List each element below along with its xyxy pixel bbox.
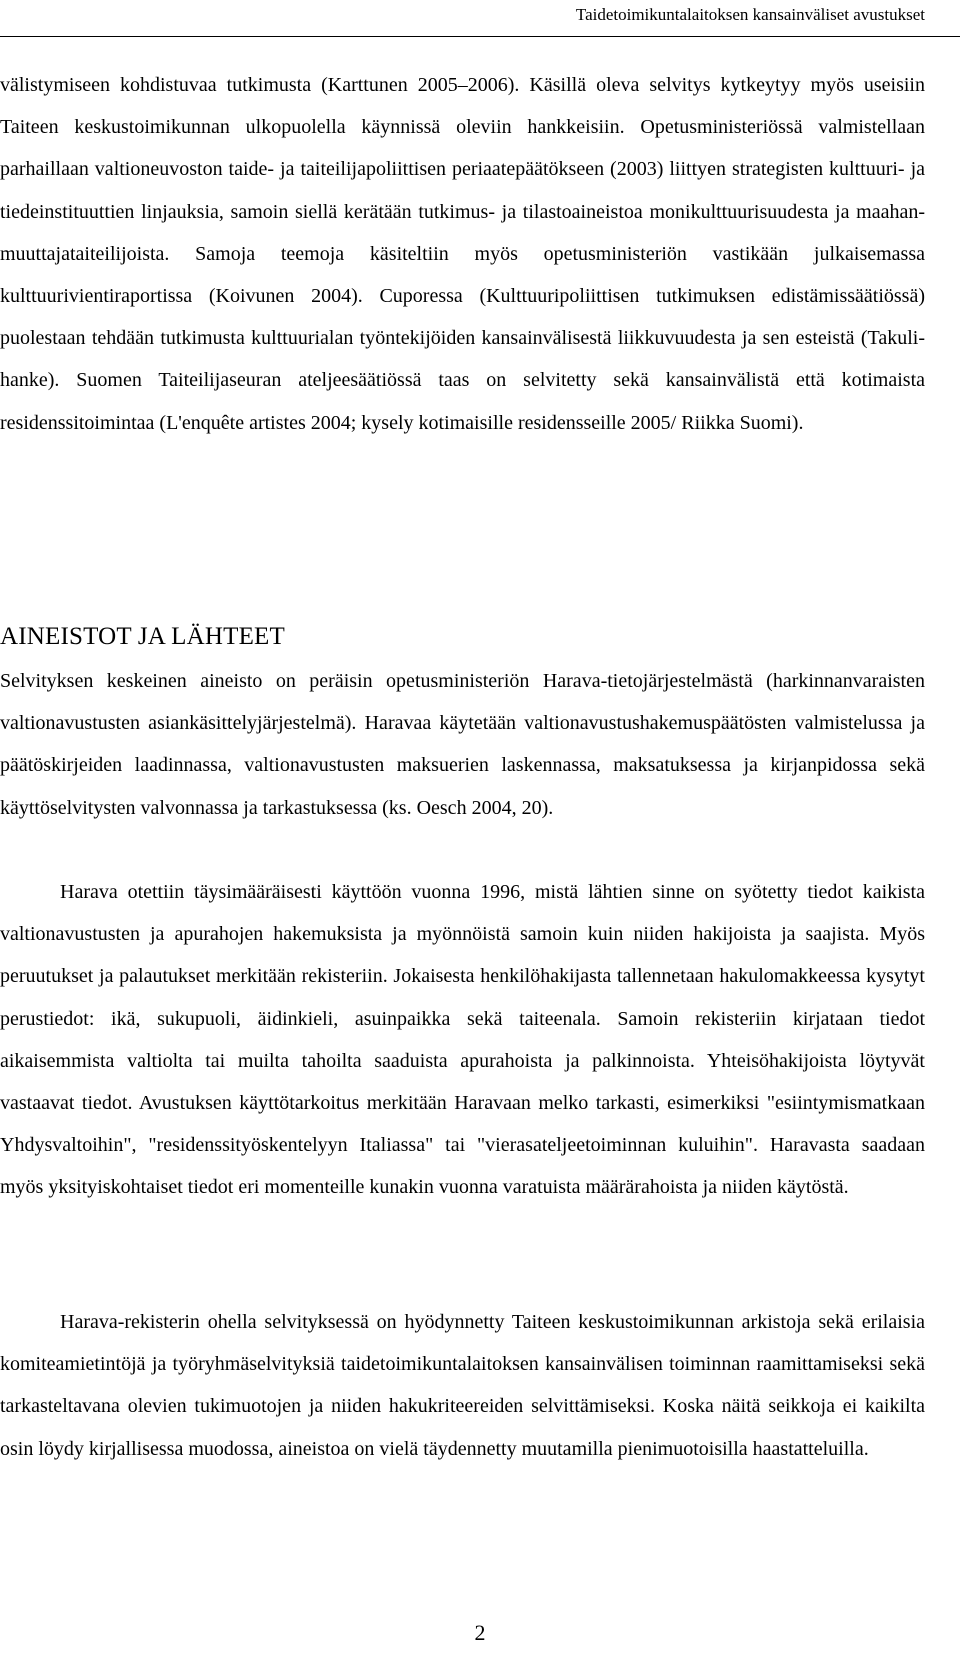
body-paragraph: Selvityksen keskeinen aineisto on peräisin opetusministeriön Harava-tietojärjestelmästä (harkinnanvaraisten valtionavustusten asiankäsittelyjärjestelmä). Haravaa käytetään valtionavustushakemuspäätösten valmistelussa ja päätöskirjeiden laadinnassa, valtionavustusten maksuerien laskennassa, maksatuksessa ja kirjanpidossa sekä käyttöselvitysten valvonnassa ja tarkastuksessa (ks. Oesch 2004, 20). bbox=[0, 670, 925, 819]
page-number: 2 bbox=[474, 1620, 486, 1645]
body-paragraph: välistymiseen kohdistuvaa tutkimusta (Karttunen 2005–2006). Käsillä oleva selvitys kytkeytyy myös useisiin Taiteen keskustoimikunnan ulkopuolella käynnissä oleviin hankkeisiin. Opetusministeriössä valmistellaan parhaillaan valtioneuvoston taide- ja taiteilijapoliittisen periaatepäätökseen (2003) liittyen strategisten kulttuuri- ja tiedeinstituuttien linjauksia, samoin siellä kerätään tutkimus- ja tilastoaineistoa monikulttuurisuudesta ja maahanmuuttajataiteilijoista. Samoja teemoja käsiteltiin myös opetusministeriön vastikään julkaisemassa kulttuurivientiraportissa (Koivunen 2004). Cuporessa (Kulttuuripoliittisen tutkimuksen edistämissäätiössä) puolestaan tehdään tutkimusta kulttuurialan työntekijöiden kansainvälisestä liikkuvuudesta ja sen esteistä (Takuli-hanke). Suomen Taiteilijaseuran ateljeesäätiössä taas on selvitetty sekä kansainvälistä että kotimaista residenssitoimintaa (L'enquête artistes 2004; kysely kotimaisille residensseille 2005/ Riikka Suomi). bbox=[0, 74, 925, 434]
header-divider bbox=[0, 36, 960, 37]
body-paragraph: Harava otettiin täysimääräisesti käyttöön vuonna 1996, mistä lähtien sinne on syötetty tiedot kaikista valtionavustusten ja apurahojen hakemuksista ja myönnöistä samoin kuin niiden hakijoista ja saajista. Myös peruutukset ja palautukset merkitään rekisteriin. Jokaisesta henkilöhakijasta tallennetaan hakulomakkeessa kysytyt perustiedot: ikä, sukupuoli, äidinkieli, asuinpaikka sekä taiteenala. Samoin rekisteriin kirjataan tiedot aikaisemmista valtiolta tai muilta tahoilta saaduista apurahoista ja palkinnoista. Yhteisöhakijoista löytyvät vastaavat tiedot. Avustuksen käyttötarkoitus merkitään Haravaan melko tarkasti, esimerkiksi "esiintymismatkaan Yhdysvaltoihin", "residenssityöskentelyyn Italiassa" tai "vierasateljeetoiminnan kuluihin". Haravasta saadaan myös yksityiskohtaiset tiedot eri momenteille kunakin vuonna varatuista määrärahoista ja niiden käytöstä. bbox=[0, 881, 925, 1199]
running-header: Taidetoimikuntalaitoksen kansainväliset avustukset bbox=[575, 5, 925, 24]
section-heading: AINEISTOT JA LÄHTEET bbox=[0, 623, 285, 650]
body-paragraph: Harava-rekisterin ohella selvityksessä on hyödynnetty Taiteen keskustoimikunnan arkistoja sekä erilaisia komiteamietintöjä ja työryhmäselvityksiä taidetoimikuntalaitoksen kansainvälisen toiminnan raamittamiseksi sekä tarkasteltavana olevien tukimuotojen ja niiden hakukriteereiden selvittämiseksi. Koska näitä seikkoja ei kaikilta osin löydy kirjallisessa muodossa, aineistoa on vielä täydennetty muutamilla pienimuotoisilla haastatteluilla. bbox=[0, 1311, 925, 1460]
